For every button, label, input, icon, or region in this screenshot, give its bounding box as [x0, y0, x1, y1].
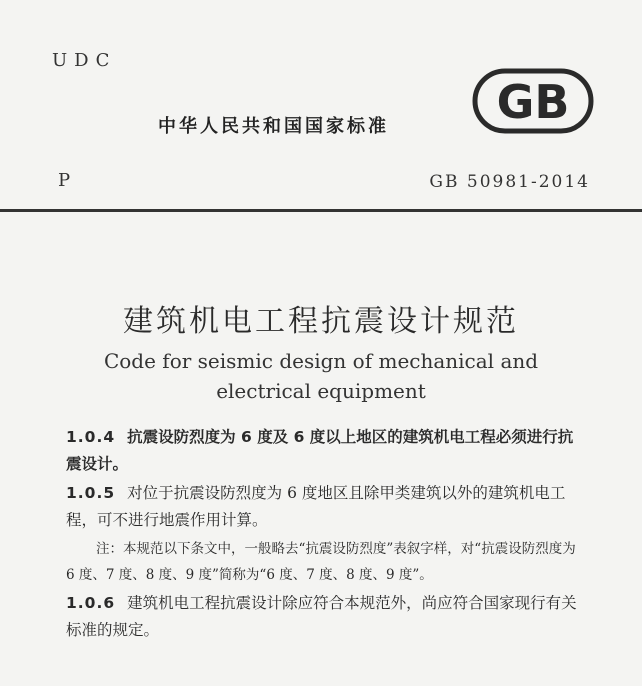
clauses-body [66, 424, 586, 646]
document-title-chinese: 建筑机电工程抗震设计规范 [123, 304, 519, 339]
clause-1-0-6 [66, 590, 586, 644]
clause-text: 对位于抗震设防烈度为 6 度地区且除甲类建筑以外的建筑机电工程，可不进行地震作用计算。 [66, 484, 566, 529]
clause-text: 抗震设防烈度为 6 度及 6 度以上地区的建筑机电工程必须进行抗震设计。 [66, 428, 574, 473]
udc-label: UDC [52, 50, 117, 71]
standard-number: GB 50981-2014 [429, 172, 590, 192]
header-divider [0, 209, 642, 212]
clause-note: 注：本规范以下条文中，一般略去“抗震设防烈度”表叙字样，对“抗震设防烈度为 6 度、7 度、8 度、9 度”简称为“6 度、7 度、8 度、9 度”。 [66, 541, 576, 583]
document-title-english [0, 346, 642, 406]
clause-number: 1.0.6 [66, 594, 116, 612]
title-english-line1: Code for seismic design of mechanical and [103, 349, 539, 373]
clause-text: 建筑机电工程抗震设计除应符合本规范外，尚应符合国家现行有关标准的规定。 [66, 594, 577, 639]
gb-logo [472, 68, 594, 134]
gb-logo-text: GB [496, 75, 570, 129]
category-code: P [58, 170, 71, 191]
clause-number: 1.0.4 [66, 428, 116, 446]
clause-number: 1.0.5 [66, 484, 116, 502]
clause-1-0-4 [66, 424, 586, 478]
issuer-title: 中华人民共和国国家标准 [158, 116, 389, 137]
clause-1-0-5 [66, 480, 586, 534]
title-english-line2: electrical equipment [216, 379, 426, 403]
